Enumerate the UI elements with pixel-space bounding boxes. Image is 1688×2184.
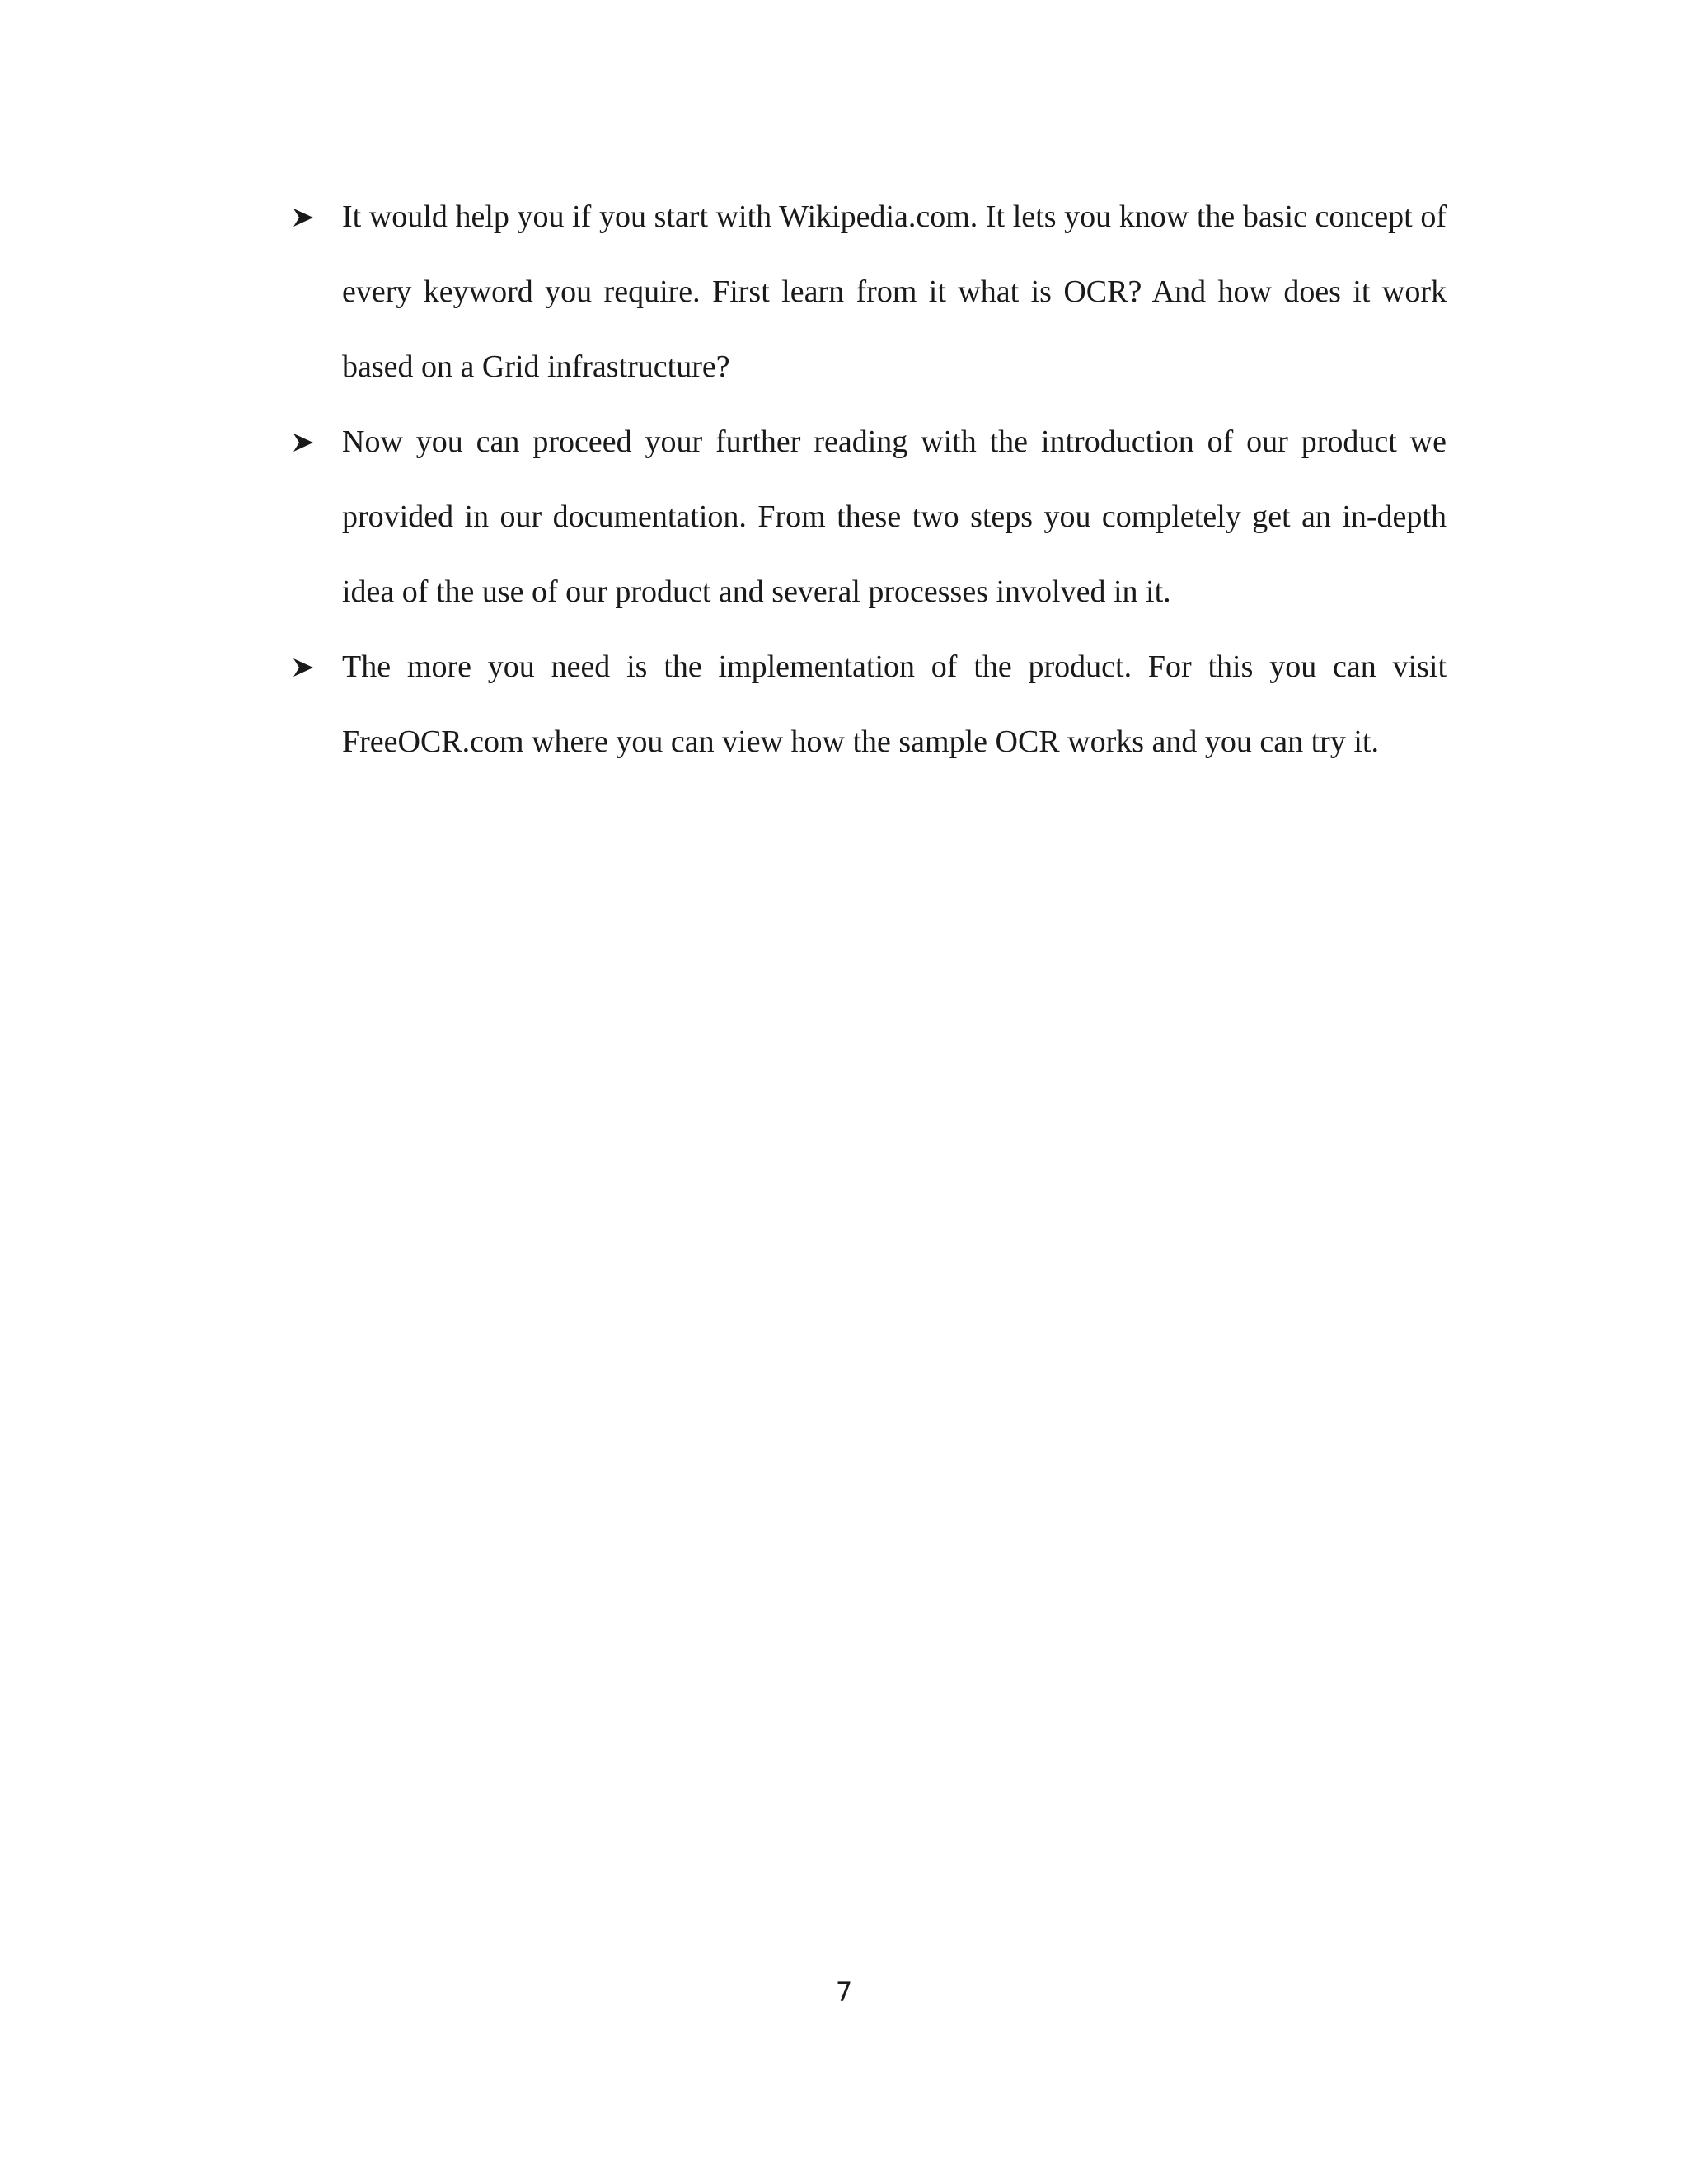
arrowhead-bullet-icon — [293, 630, 317, 705]
bullet-text: Now you can proceed your further reading with the introduction of our product we provided in our documentation. From these two steps you completely get an in-depth idea of the use of our product and several processes involved in it. — [342, 424, 1447, 609]
bullet-list — [293, 180, 1447, 780]
list-item — [293, 180, 1447, 405]
page-number: 7 — [835, 1976, 853, 2008]
arrowhead-bullet-icon — [293, 180, 317, 255]
list-item — [293, 630, 1447, 780]
bullet-text: The more you need is the implementation of the product. For this you can visit FreeOCR.com where you can view how the sample OCR works and you can try it. — [342, 649, 1447, 759]
arrowhead-bullet-icon — [293, 405, 317, 480]
bullet-text: It would help you if you start with Wikipedia.com. It lets you know the basic concept of every keyword you require. First learn from it what is OCR? And how does it work based on a Grid infrastructure? — [342, 199, 1447, 384]
list-item — [293, 405, 1447, 630]
